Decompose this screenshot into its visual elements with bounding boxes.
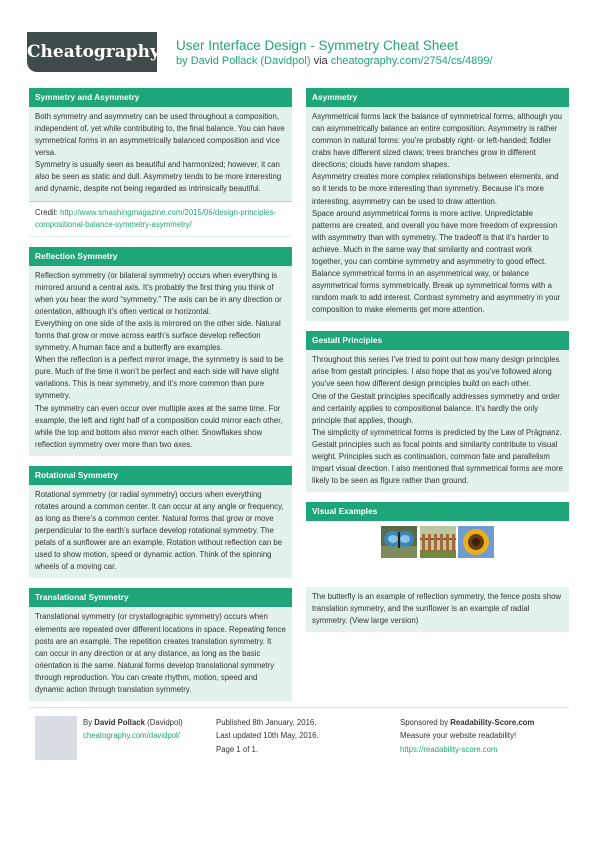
- paragraph: Asymmetrical forms lack the balance of symmetrical forms, although you can asymmetrically balance an entire composition. Asymmetry is rather common in natural forms: you’re probably right- or left-handed; fiddler crabs have different sized claws; trees branches grow in different directions; clouds have random shapes.: [312, 112, 563, 170]
- sponsor-link[interactable]: https://readability-score.com: [400, 744, 498, 754]
- section-reflection-symmetry: [29, 247, 292, 456]
- paragraph: One of the Gestalt principles specifically addresses symmetry and order and certainly applies to compositional balance. It’s hardly the only principle that applies, though.: [312, 391, 560, 425]
- updated-date: Last updated 10th May, 2016.: [216, 731, 319, 741]
- paragraph: Everything on one side of the axis is mirrored on the other side. Natural forms that grow or move across earth’s surface develop reflection symmetry. A human face and a butterfly are examples.: [35, 319, 281, 353]
- avatar[interactable]: [35, 716, 77, 760]
- butterfly-image[interactable]: [381, 526, 417, 558]
- section-body: [306, 350, 569, 492]
- fence-image[interactable]: [420, 526, 456, 558]
- section-body: [29, 107, 292, 201]
- paragraph: Translational symmetry (or crystallographic symmetry) occurs when elements are repeated over different locations in space. Repeating fence posts are an example. The repetition creates translation symmetry. It can occur in any direction or at any distance, as long as the basic orientation is the same. Natural forms develop translational symmetry through reproduction. You can create rhythm, motion, speed and dynamic action through translation symmetry.: [35, 612, 286, 694]
- section-title: Rotational Symmetry: [29, 466, 292, 485]
- by-label: By: [83, 718, 93, 727]
- section-title: Reflection Symmetry: [29, 247, 292, 266]
- page-count: Page 1 of 1.: [216, 744, 259, 754]
- author-name[interactable]: David Pollack: [94, 718, 145, 727]
- paragraph: Reflection symmetry (or bilateral symmetry) occurs when everything is mirrored around a central axis. It’s probably the first thing you think of when you hear the word “symmetry.” The axis can be in any direction or orientation, although it’s often vertical or horizontal.: [35, 270, 282, 316]
- paragraph: The butterfly is an example of reflection symmetry, the fence posts show translation symmetry, and the sunflower is an example of radial symmetry. (View large version): [312, 592, 562, 626]
- credit-row: [29, 201, 292, 237]
- sheet-url-link[interactable]: cheatography.com/2754/cs/4899/: [330, 55, 493, 67]
- cheatography-logo[interactable]: Cheatography: [27, 32, 157, 72]
- right-column: [306, 88, 569, 642]
- footer: [29, 707, 569, 777]
- section-gestalt-principles: [306, 331, 569, 492]
- section-title: Visual Examples: [306, 502, 569, 521]
- author-profile-link[interactable]: cheatography.com/davidpol/: [83, 731, 180, 741]
- section-title: Asymmetry: [306, 88, 569, 107]
- section-body: [29, 607, 292, 701]
- section-asymmetry: [306, 88, 569, 321]
- sponsor-text: Measure your website readability!: [400, 731, 517, 741]
- sheet-byline: [176, 55, 493, 67]
- by-label: by: [176, 55, 188, 67]
- section-symmetry-asymmetry: [29, 88, 292, 237]
- paragraph: Asymmetry creates more complex relationships between elements, and so it tends to be more interesting than symmetry. Because it’s more interesting, asymmetry can be used to draw attention.: [312, 172, 559, 206]
- via-label: via: [313, 55, 328, 67]
- sheet-title: User Interface Design - Symmetry Cheat Sheet: [176, 38, 459, 53]
- section-body: [306, 587, 569, 632]
- paragraph: Both symmetry and asymmetry can be used throughout a composition, independent of, yet while contributing to, the final balance. You can have symmetrical forms in an asymmetrically balanced composition and vice versa.: [35, 112, 285, 158]
- footer-dates: [216, 716, 319, 756]
- paragraph: Symmetry is usually seen as beautiful and harmonized; however, it can also be seen as static and dull. Asymmetry tends to be more interesting and dynamic, despite not being regarded as intrinsically beautiful.: [35, 160, 282, 194]
- paragraph: The simplicity of symmetrical forms is predicted by the Law of Prägnanz. Gestalt principles such as focal points and similarity contribute to visual weight. Principles such as continuation, common fate and parallelism impart visual direction. I also mentioned that symmetrical forms are more likely to be seen as figure rather than ground.: [312, 427, 563, 486]
- section-body: [29, 485, 292, 579]
- paragraph: Throughout this series I’ve tried to point out how many design principles arise from gestalt principles. I also hope that as you’ve followed along you’ve seen how different design principles build on each other.: [312, 355, 560, 389]
- published-date: Published 8th January, 2016.: [216, 718, 317, 727]
- sponsor-name[interactable]: Readability-Score.com: [450, 718, 535, 727]
- section-body: [306, 107, 569, 321]
- section-visual-examples: [306, 502, 569, 632]
- section-title: Gestalt Principles: [306, 331, 569, 350]
- sunflower-image[interactable]: [458, 526, 494, 558]
- section-body: [29, 266, 292, 456]
- author-link[interactable]: David Pollack (Davidpol): [190, 55, 311, 67]
- left-column: [29, 88, 292, 711]
- author-handle: (Davidpol): [147, 718, 183, 727]
- paragraph: Space around asymmetrical forms is more active. Unpredictable patterns are created, and overall you have more freedom of expression with asymmetry than with symmetry. The tradeoff is that it’s harder to achieve. Much in the same way that similarity and contrast work together, you can combine symmetry and asymmetry to good effect. Balance symmetrical forms in an asymmetrical way, or balance asymmetrical forms symmetrically. Break up symmetrical forms with a random mark to add interest. Contrast symmetry and asymmetry in your composition to make elements get more attention.: [312, 208, 561, 315]
- footer-author: [83, 716, 183, 743]
- paragraph: The symmetry can even occur over multiple axes at the same time. For example, the left and right half of a composition could mirror each other, while the top and bottom also mirror each other. Snowflakes show reflection symmetry over more than two axes.: [35, 403, 283, 449]
- section-title: Symmetry and Asymmetry: [29, 88, 292, 107]
- section-title: Translational Symmetry: [29, 588, 292, 607]
- credit-link[interactable]: http://www.smashingmagazine.com/2015/06/design-principles-compositional-balance-symmetry-asymmetry/: [35, 207, 276, 229]
- sponsor-label: Sponsored by: [400, 718, 449, 727]
- paragraph: Rotational symmetry (or radial symmetry) occurs when everything rotates around a common center. It can occur at any angle or frequency, as long as there’s a common center. Natural forms that grow or move perpendicular to the earth’s surface develop rotational symmetry. The petals of a sunflower are an example. Rotation without reflection can be used to show motion, speed or dynamic action. Think of the spinning wheels of a moving car.: [35, 489, 284, 572]
- section-rotational-symmetry: [29, 466, 292, 579]
- footer-sponsor: [400, 716, 534, 756]
- section-translational-symmetry: [29, 588, 292, 701]
- paragraph: When the reflection is a perfect mirror image, the symmetry is said to be pure. Much of the time it won’t be perfect and each side will have slight variations. This is near symmetry, and it’s more common than pure symmetry.: [35, 355, 284, 401]
- example-images: [306, 521, 569, 587]
- credit-label: Credit:: [35, 207, 58, 217]
